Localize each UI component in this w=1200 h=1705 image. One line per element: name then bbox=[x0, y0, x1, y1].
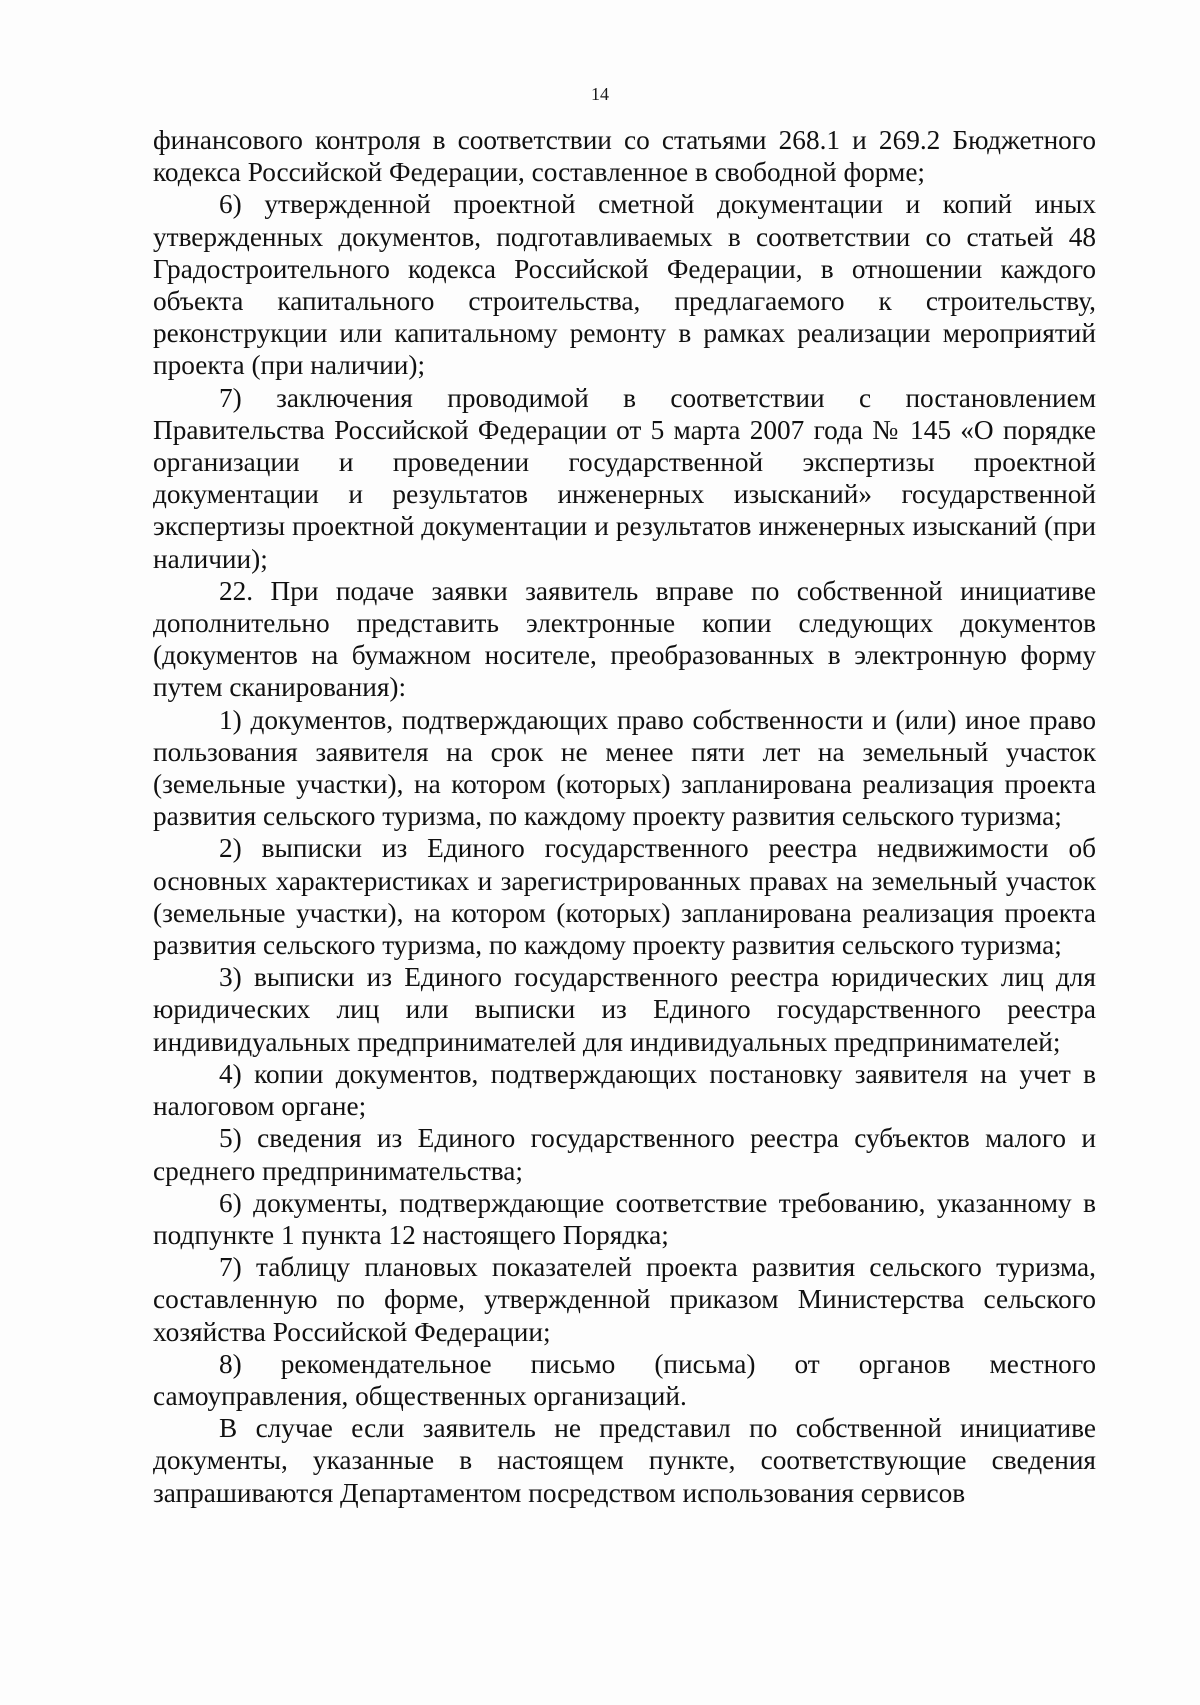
paragraph-item-3-legal-entities-registry: 3) выписки из Единого государственного реестра юридических лиц для юридических лиц или выписки из Единого государственного реестра индивидуальных предпринимателей для индивидуальных предпринимателей; bbox=[153, 962, 1096, 1057]
paragraph-item-6-compliance: 6) документы, подтверждающие соответствие требованию, указанному в подпункте 1 пункта 12 настоящего Порядка; bbox=[153, 1187, 1096, 1250]
paragraph-item-7-expertise: 7) заключения проводимой в соответствии с постановлением Правительства Российской Федерации от 5 марта 2007 года № 145 «О порядке организации и проведении государственной экспертизы проектной документации и результатов инженерных изысканий» государственной экспертизы проектной документации и результатов инженерных изысканий (при наличии); bbox=[153, 382, 1096, 574]
paragraph-item-4-tax-registration: 4) копии документов, подтверждающих постановку заявителя на учет в налоговом органе; bbox=[153, 1058, 1096, 1122]
paragraph-closing: В случае если заявитель не представил по собственной инициативе документы, указанные в настоящем пункте, соответствующие сведения запрашиваются Департаментом посредством использования сервисов bbox=[153, 1413, 1096, 1508]
document-body bbox=[153, 124, 1096, 1509]
paragraph-item-6-project-docs: 6) утвержденной проектной сметной документации и копий иных утвержденных документов, подготавливаемых в соответствии со статьей 48 Градостроительного кодекса Российской Федерации, в отношении каждого объекта капитального строительства, предлагаемого к строительству, реконструкции или капитальному ремонту в рамках реализации мероприятий проекта (при наличии); bbox=[153, 189, 1096, 381]
paragraph-continuation: финансового контроля в соответствии со статьями 268.1 и 269.2 Бюджетного кодекса Российской Федерации, составленное в свободной форме; bbox=[153, 125, 1096, 188]
paragraph-item-1-land-rights: 1) документов, подтверждающих право собственности и (или) иное право пользования заявителя на срок не менее пяти лет на земельный участок (земельные участки), на котором (которых) запланирована реализация проекта развития сельского туризма, по каждому проекту развития сельского туризма; bbox=[153, 704, 1096, 832]
paragraph-item-2-real-estate-registry: 2) выписки из Единого государственного реестра недвижимости об основных характеристиках и зарегистрированных правах на земельный участок (земельные участки), на котором (которых) запланирована реализация проекта развития сельского туризма, по каждому проекту развития сельского туризма; bbox=[153, 833, 1096, 961]
paragraph-clause-22: 22. При подаче заявки заявитель вправе по собственной инициативе дополнительно представить электронные копии следующих документов (документов на бумажном носителе, преобразованных в электронную форму путем сканирования): bbox=[153, 575, 1096, 703]
paragraph-item-8-recommendation-letter: 8) рекомендательное письмо (письма) от органов местного самоуправления, общественных организаций. bbox=[153, 1348, 1096, 1411]
paragraph-item-7-indicators-table: 7) таблицу плановых показателей проекта развития сельского туризма, составленную по форме, утвержденной приказом Министерства сельского хозяйства Российской Федерации; bbox=[153, 1252, 1096, 1347]
page-number: 14 bbox=[591, 84, 609, 104]
paragraph-item-5-sme-registry: 5) сведения из Единого государственного реестра субъектов малого и среднего предпринимательства; bbox=[153, 1123, 1096, 1186]
